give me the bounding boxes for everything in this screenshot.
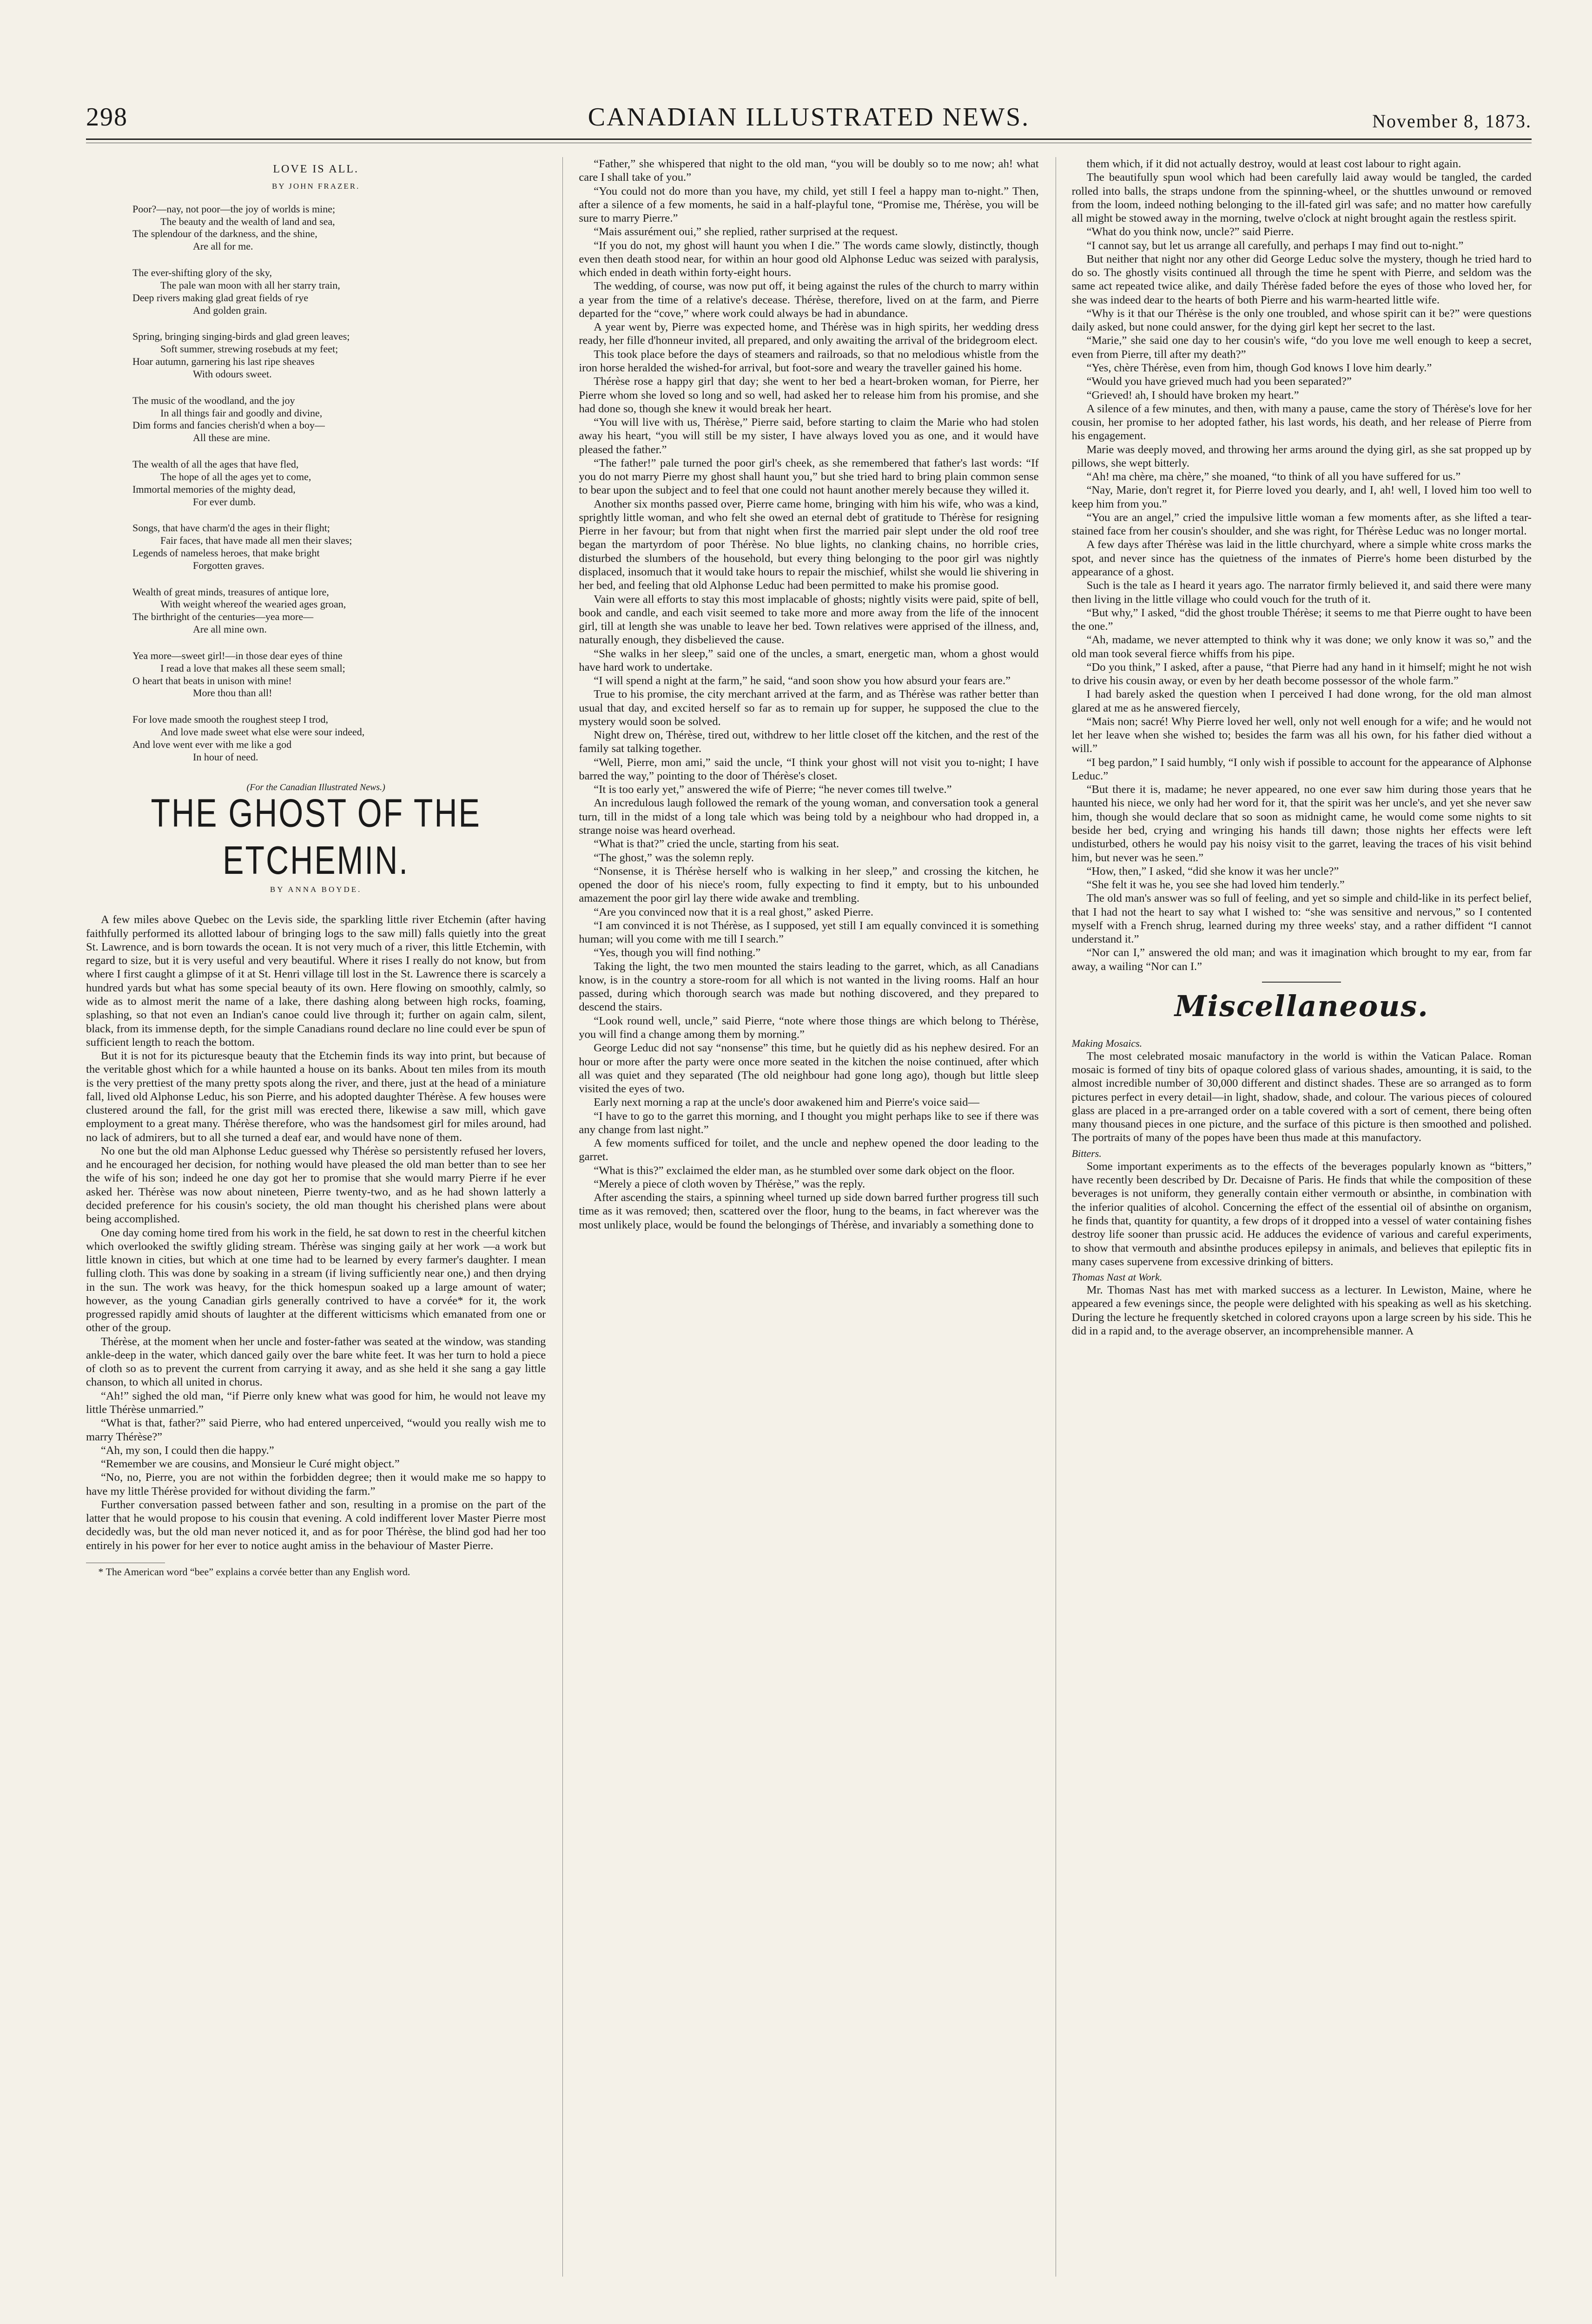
poem-line: In hour of need. (193, 751, 258, 763)
story-source-note: (For the Canadian Illustrated News.) (246, 782, 385, 792)
poem-line: Legends of nameless heroes, that make bright (132, 547, 320, 559)
story-paragraph: The wedding, of course, was now put off, it being against the rules of the church to marry within a year from the time of a relative's decease. Thérèse, therefore, lived on at the farm, and Pierre departed for the “cove,” where work could always be had in abundance. (579, 280, 1039, 320)
story-paragraph: Such is the tale as I heard it years ago. The narrator firmly believed it, and said there were many then living in the little village who could vouch for the truth of it. (1071, 579, 1532, 606)
story-paragraph: “Yes, chère Thérèse, even from him, though God knows I love him dearly.” (1086, 361, 1432, 374)
poem-stanza (86, 650, 546, 700)
story-paragraph: This took place before the days of steamers and railroads, so that no melodious whistle from the iron horse heralded the wished-for arrival, but foot-sore and weary the traveller gained his home. (579, 348, 1039, 374)
story-paragraph: Taking the light, the two men mounted the stairs leading to the garret, which, as all Canadians know, is in the country a store-room for all which is not wanted in the living rooms. Half an hour passed, during which thorough search was made but nothing discovered, and they prepared to descend the stairs. (579, 960, 1039, 1014)
story-paragraph: “You are an angel,” cried the impulsive little woman a few moments after, as she lifted a tear-stained face from her cousin's shoulder, and she was right, for Thérèse Leduc was no longer mortal. (1071, 511, 1532, 538)
story-title: THE GHOST OF THE ETCHEMIN. (151, 791, 481, 883)
story-paragraph: “But why,” I asked, “did the ghost trouble Thérèse; it seems to me that Pierre ought to have been the one.” (1071, 606, 1532, 633)
poem-line: With odours sweet. (193, 368, 272, 380)
story-paragraph: “I cannot say, but let us arrange all carefully, and perhaps I may find out to-night.” (1086, 239, 1464, 252)
story-paragraph: Further conversation passed between father and son, resulting in a promise on the part of the latter that he would propose to his cousin that evening. A cold indifferent lover Master Pierre most decidedly was, but the old man never noticed it, and as for poor Thérèse, the blind god had her too entirely in his power for her ever to notice aught amiss in the behaviour of Master Pierre. (86, 1498, 546, 1552)
poem-author: BY JOHN FRAZER. (271, 181, 360, 191)
story-paragraph: “Merely a piece of cloth woven by Thérèse,” was the reply. (594, 1177, 865, 1190)
poem-line: In all things fair and goodly and divine, (160, 407, 323, 419)
poem-line: The wealth of all the ages that have fled, (132, 458, 299, 470)
misc-rule (1262, 982, 1341, 983)
miscellaneous-items (1072, 1037, 1532, 1338)
poem-line: O heart that beats in unison with mine! (132, 674, 292, 687)
poem-line: Deep rivers making glad great fields of rye (132, 291, 309, 304)
poem-line: Wealth of great minds, treasures of antique lore, (132, 586, 329, 598)
story-paragraph: “I will spend a night at the farm,” he said, “and soon show you how absurd your fears are.” (594, 674, 1011, 687)
poem-stanza (86, 522, 546, 572)
story-paragraph: Marie was deeply moved, and throwing her arms around the dying girl, as she sat propped up by pillows, she wept bitterly. (1071, 443, 1532, 469)
story-author: BY ANNA BOYDE. (270, 885, 362, 894)
poem-stanza (86, 713, 546, 763)
poem-stanza (86, 267, 546, 317)
story-paragraph: “She walks in her sleep,” said one of the uncles, a smart, energetic man, whom a ghost would have hard work to undertake. (579, 647, 1039, 673)
story-paragraph: The old man's answer was so full of feeling, and yet so simple and child-like in its perfect belief, that I had not the heart to say what I wished to: “she was sensitive and nervous,” so I contented myself with a French shrug, learned during my three weeks' stay, and a rather diffident “I cannot understand it.” (1071, 892, 1532, 946)
story-paragraph: “Mais assurément oui,” she replied, rather surprised at the request. (594, 225, 898, 238)
misc-item-title: Bitters. (1071, 1147, 1102, 1159)
poem-line: More thou than all! (193, 687, 272, 699)
header-rule (86, 139, 1532, 143)
story-paragraph: “No, no, Pierre, you are not within the forbidden degree; then it would make me so happy to have my little Thérèse provided for without dividing the farm.” (86, 1471, 546, 1498)
masthead (86, 93, 1532, 139)
story-paragraph: “Well, Pierre, mon ami,” said the uncle, “I think your ghost will not visit you to-night; I have barred the way,” pointing to the door of Thérèse's closet. (579, 756, 1039, 782)
story-paragraph: “Ah! ma chère, ma chère,” she moaned, “to think of all you have suffered for us.” (1086, 470, 1461, 483)
story-paragraph: But neither that night nor any other did George Leduc solve the mystery, though he tried hard to do so. The ghostly visits continued all through the time he spent with Pierre, and seldom was the same act repeated twice alike, and daily Thérèse faded before the eyes of those who loved her, for she was indeed dear to the hearts of both Pierre and his warm-hearted little wife. (1071, 252, 1532, 306)
story-paragraph: “What is that, father?” said Pierre, who had entered unperceived, “would you really wish me to marry Thérèse?” (86, 1417, 546, 1443)
story-paragraph: But it is not for its picturesque beauty that the Etchemin finds its way into print, but because of the veritable ghost which for a while haunted a house on its banks. About ten miles from its mouth is the very prettiest of the many pretty spots along the river, and there, just at the head of a miniature fall, lived old Alphonse Leduc, his son Pierre, and his adopted daughter Thérèse. A few houses were clustered around the fall, for the grist mill was erected there, likewise a saw mill, which gave employment to a great many. Thérèse therefore, who was the handsomest girl for miles around, had no lack of admirers, but to all she turned a deaf ear, and would have none of them. (86, 1050, 546, 1144)
poem-line: The music of the woodland, and the joy (132, 394, 295, 406)
story-paragraph: “Look round well, uncle,” said Pierre, “note where those things are which belong to Thérèse, you will find a change among them by morning.” (579, 1014, 1039, 1041)
poem-line: And golden grain. (193, 304, 267, 316)
poem-line: And love made sweet what else were sour indeed, (160, 726, 365, 738)
story-paragraph: A few moments sufficed for toilet, and the uncle and nephew opened the door leading to the garret. (579, 1137, 1039, 1163)
poem-stanza (86, 330, 546, 380)
column-3 (1056, 157, 1532, 2277)
miscellaneous-heading: Miscellaneous. (1174, 989, 1429, 1023)
poem-stanza (86, 458, 546, 508)
page-number: 298 (86, 103, 128, 132)
story-paragraph: “What is this?” exclaimed the elder man, as he stumbled over some dark object on the floor. (594, 1164, 1015, 1177)
publication-title: CANADIAN ILLUSTRATED NEWS. (588, 103, 1030, 132)
poem-line: For ever dumb. (193, 495, 256, 508)
poem-line: The hope of all the ages yet to come, (160, 470, 311, 482)
story-paragraph: A silence of a few minutes, and then, with many a pause, came the story of Thérèse's love for her cousin, her promise to her adopted father, his last words, his death, and her release of Pierre from his engagement. (1071, 402, 1532, 442)
column-2 (562, 157, 1038, 2277)
story-paragraph: An incredulous laugh followed the remark of the young woman, and conversation took a general turn, till in the midst of a long tale which was being told by a neighbour who had dropped in, a strange noise was heard overhead. (579, 797, 1039, 837)
misc-item-text: Some important experiments as to the effects of the beverages popularly known as “bitters,” have recently been described by Dr. Decaisne of Paris. He finds that while the composition of these beverages is not uniform, they generally contain either vermouth or absinthe, in combination with the inferior qualities of alcohol. Concerning the effect of the essential oil of absinthe on organism, he finds that, quantity for quantity, a few drops of it dropped into a vessel of water containing fishes destroy life sooner than prussic acid. He adduces the evidence of various and careful experiments, to show that vermouth and absinthe produces epilepsy in animals, and believes that epileptic fits in many cases supervene from excessive drinking of bitters. (1071, 1160, 1532, 1268)
story-paragraph: Night drew on, Thérèse, tired out, withdrew to her little closet off the kitchen, and the rest of the family sat talking together. (579, 729, 1039, 755)
poem-stanza (86, 586, 546, 636)
poem-line: Spring, bringing singing-birds and glad green leaves; (132, 330, 350, 343)
misc-item-text: Mr. Thomas Nast has met with marked success as a lecturer. In Lewiston, Maine, where he appeared a few evenings since, the people were delighted with his speaking as well as his sketching. During the lecture he frequently sketched in colored crayons upon a large screen by his side. This he did in a rapid and, to the average observer, an incomprehensible manner. A (1071, 1284, 1532, 1337)
misc-item-title: Thomas Nast at Work. (1071, 1271, 1163, 1283)
story-paragraph: “Yes, though you will find nothing.” (594, 946, 761, 959)
story-paragraph: After ascending the stairs, a spinning wheel turned up side down barred further progress till such time as it was removed; then, scattered over the floor, hung to the beams, in fact wherever was the most unlikely place, would be found the belongings of Thérèse, and invariably a something done to (579, 1191, 1039, 1231)
misc-item-text: The most celebrated mosaic manufactory in the world is within the Vatican Palace. Roman mosaic is formed of tiny bits of opaque colored glass of various shades, amounting, it is said, to the almost incredible number of 30,000 different and distinct shades. These are so arranged as to form pictures perfect in every detail—in light, shadow, shade, and colour. The various pieces of coloured glass are placed in a pre-arranged order on a table covered with a sort of cement, there being often many thousand pieces in one picture, and the surface of this picture is then smoothed and polished. The portraits of many of the popes have been thus made at this manufactory. (1071, 1050, 1532, 1144)
story-paragraph: One day coming home tired from his work in the field, he sat down to rest in the cheerful kitchen which overlooked the swiftly gliding stream. Thérèse was singing gaily at her work —a work but little known in cities, but which at one time had to be learned by every farmer's daughter. I mean fulling cloth. This was done by soaking in a stream (if living sufficiently near one,) and then drying in the sun. The work was heavy, for the thick homespun soaked up a large amount of water; however, as the young Canadian girls generally contrived to have a corvée* for it, the work progressed rapidly amid shouts of laughter at the different witticisms which emanated from one or other of the group. (86, 1226, 546, 1334)
story-paragraph: “I beg pardon,” I said humbly, “I only wish if possible to account for the appearance of Alphonse Leduc.” (1071, 756, 1532, 782)
story-paragraph: Thérèse rose a happy girl that day; she went to her bed a heart-broken woman, for Pierre, her Pierre whom she loved so long and so well, had asked her to release him from his promise, and she had done so, though she knew it would break her heart. (579, 375, 1039, 415)
story-paragraph: “Ah, my son, I could then die happy.” (100, 1444, 274, 1457)
story-paragraph: “Grieved! ah, I should have broken my heart.” (1086, 389, 1299, 402)
poem-title: LOVE IS ALL. (273, 163, 359, 175)
poem-line: I read a love that makes all these seem small; (160, 662, 345, 674)
story-paragraph: “It is too early yet,” answered the wife of Pierre; “he never comes till twelve.” (594, 783, 952, 796)
poem-stanza (86, 203, 546, 253)
story-paragraph: “The father!” pale turned the poor girl's cheek, as she remembered that father's last words: “If you do not marry Pierre my ghost shall haunt you,” but she tried hard to bring plain common sense to bear upon the subject and to feel that one could not haunt another merely because they willed it. (579, 456, 1039, 497)
poem-line: Dim forms and fancies cherish'd when a boy— (132, 419, 325, 431)
story-paragraph: “Remember we are cousins, and Monsieur le Curé might object.” (100, 1458, 400, 1471)
poem-line: The splendour of the darkness, and the shine, (132, 228, 317, 240)
issue-date: November 8, 1873. (1372, 111, 1532, 132)
misc-item-title: Making Mosaics. (1071, 1037, 1143, 1049)
story-paragraph: I had barely asked the question when I perceived I had done wrong, for the old man almost glared at me as he answered fiercely, (1071, 688, 1532, 714)
story-paragraph: True to his promise, the city merchant arrived at the farm, and as Thérèse was rather better than usual that day, and excited herself so far as to remain up for supper, he supposed the clue to the mystery would soon be solved. (579, 688, 1039, 728)
poem-line: Are all mine own. (193, 623, 267, 635)
story-paragraph: “Nay, Marie, don't regret it, for Pierre loved you dearly, and I, ah! well, I loved him too well to keep him from you.” (1071, 484, 1532, 510)
story-text-col1 (86, 913, 546, 1552)
poem-line: Yea more—sweet girl!—in those dear eyes of thine (132, 649, 343, 661)
poem-line: The pale wan moon with all her starry train, (160, 279, 340, 291)
story-paragraph: “If you do not, my ghost will haunt you when I die.” The words came slowly, distinctly, though even then death stood near, for within an hour good old Alphonse Leduc was seized with paralysis, which ended in death within forty-eight hours. (579, 239, 1039, 279)
poem-line: Forgotten graves. (193, 559, 264, 571)
story-paragraph: “Are you convinced now that it is a real ghost,” asked Pierre. (594, 905, 873, 918)
poem-line: For love made smooth the roughest steep I trod, (132, 713, 328, 726)
story-paragraph: “I am convinced it is not Thérèse, as I supposed, yet still I am equally convinced it is something human; will you come with me till I search.” (579, 919, 1039, 946)
poem-line: The birthright of the centuries—yea more— (132, 611, 314, 623)
story-paragraph: “Would you have grieved much had you been separated?” (1086, 375, 1352, 388)
poem-line: And love went ever with me like a god (132, 738, 292, 750)
story-text-col3 (1072, 157, 1532, 973)
story-paragraph: The beautifully spun wool which had been carefully laid away would be tangled, the carded rolled into balls, the straps undone from the spinning-wheel, or the shuttles unwound or removed from the loom, indeed nothing belonging to the ill-fated girl was safe; and no matter how carefully all might be stowed away in the morning, twelve o'clock at night brought again the restless spirit. (1071, 171, 1532, 225)
poem-line: Hoar autumn, garnering his last ripe sheaves (132, 356, 315, 368)
story-paragraph: “Marie,” she said one day to her cousin's wife, “do you love me well enough to keep a secret, even from Pierre, till after my death?” (1071, 334, 1532, 361)
poem-line: All these are mine. (193, 432, 271, 444)
story-paragraph: “Why is it that our Thérèse is the only one troubled, and whose spirit can it be?” were questions daily asked, but none could answer, for the dying girl kept her secret to the last. (1071, 307, 1532, 334)
poem-line: The beauty and the wealth of land and sea, (160, 215, 335, 227)
poem-line: With weight whereof the wearied ages groan, (160, 598, 346, 610)
story-text-col2 (579, 157, 1038, 1232)
story-paragraph: “You could not do more than you have, my child, yet still I feel a happy man to-night.” Then, after a silence of a few moments, he said in a half-playful tone, “Promise me, Thérèse, you will be sure to marry Pierre.” (579, 185, 1039, 225)
column-1 (86, 157, 546, 2277)
story-paragraph: “Mais non; sacré! Why Pierre loved her well, only not well enough for a wife; and he would not let her leave when she wished to; besides the farm was all his own, for his father died without a will.” (1071, 715, 1532, 755)
story-paragraph: Vain were all efforts to stay this most implacable of ghosts; nightly visits were paid, spite of bell, book and candle, and each visit seemed to take more and more away from the life of the innocent girl, till at length she was unable to leave her bed. Town relatives were apprised of the illness, and, naturally enough, they disbelieved the cause. (579, 593, 1039, 647)
poem-line: Poor?—nay, not poor—the joy of worlds is mine; (132, 203, 336, 215)
story-paragraph: “Do you think,” I asked, after a pause, “that Pierre had any hand in it himself; might he not wish to drive his cousin away, or even by her death become possessor of the whole farm.” (1071, 660, 1532, 687)
poem-line: The ever-shifting glory of the sky, (132, 267, 272, 279)
footnote: * The American word “bee” explains a corvée better than any English word. (98, 1565, 410, 1578)
story-paragraph: “Ah!” sighed the old man, “if Pierre only knew what was good for him, he would not leave my little Thérèse unmarried.” (86, 1389, 546, 1416)
story-paragraph: “The ghost,” was the solemn reply. (594, 851, 754, 864)
poem-line: Immortal memories of the mighty dead, (132, 483, 296, 495)
story-paragraph: “Ah, madame, we never attempted to think why it was done; we only know it was so,” and the old man took several fierce whiffs from his pipe. (1071, 634, 1532, 660)
story-paragraph: “She felt it was he, you see she had loved him tenderly.” (1086, 878, 1345, 891)
story-paragraph: “What do you think now, uncle?” said Pierre. (1086, 225, 1294, 238)
story-paragraph: “Father,” she whispered that night to the old man, “you will be doubly so to me now; ah! what care I shall take of you.” (579, 158, 1039, 184)
story-paragraph: “I have to go to the garret this morning, and I thought you might perhaps like to see if there was any change from last night.” (579, 1109, 1039, 1136)
poem-line: Are all for me. (193, 240, 253, 252)
story-paragraph: A few days after Thérèse was laid in the little churchyard, where a simple white cross marks the spot, and never since has the quietness of the inmates of Pierre's home been disturbed by the appearance of a ghost. (1071, 538, 1532, 578)
story-paragraph: No one but the old man Alphonse Leduc guessed why Thérèse so persistently refused her lovers, and he encouraged her decision, for nothing would have pleased the old man better than to see her the wife of his son; indeed he one day got her to promise that she would marry Pierre if he ever asked her. Thérèse was now about nineteen, Pierre twenty-two, and as he had shown latterly a decided preference for his cousin's society, the old man thought his cherished plans were about being accomplished. (86, 1144, 546, 1226)
story-paragraph: “Nor can I,” answered the old man; and was it imagination which brought to my ear, from far away, a wailing “Nor can I.” (1071, 946, 1532, 973)
story-paragraph: A year went by, Pierre was expected home, and Thérèse was in high spirits, her wedding dress ready, her fille d'honneur invited, all prepared, and only awaiting the arrival of the bridegroom elect. (579, 321, 1039, 347)
story-paragraph: Early next morning a rap at the uncle's door awakened him and Pierre's voice said— (594, 1096, 980, 1109)
story-paragraph: them which, if it did not actually destroy, would at least cost labour to right again. (1086, 158, 1461, 170)
story-paragraph: “But there it is, madame; he never appeared, no one ever saw him during those years that he haunted his niece, we only had her word for it, that the spirit was her uncle's, and yet she never saw him, though she would declare that so soon as midnight came, he would come some nights to sit beside her bed, crying and wringing his hands till dawn; those nights her effects were left undisturbed, others he would pay his noisy visit to the garret, leaving the traces of his visit behind him, but never was he seen.” (1071, 783, 1532, 864)
story-paragraph: A few miles above Quebec on the Levis side, the sparkling little river Etchemin (after having faithfully performed its allotted labour of bringing logs to the saw mill) falls quietly into the great St. Lawrence, and is born towards the ocean. It is not very much of a river, this little Etchemin, with regard to size, but it is very useful and very beautiful. Where it rises I really do not know, but from where I first caught a glimpse of it at St. Henri village till lost in the St. Lawrence there is scarcely a hundred yards but what has some special beauty of its own. Here flowing on smoothly, calmly, so wide as to almost merit the name of a lake, there dashing along between high rocks, foaming, splashing, so that not even an Indian's canoe could live through it; further on again calm, silent, black, from its immense depth, for the simple Canadians round declare no line could ever be spun of sufficient length to reach the bottom. (86, 913, 546, 1049)
poem-stanza (86, 395, 546, 444)
story-paragraph: “How, then,” I asked, “did she know it was her uncle?” (1086, 865, 1339, 878)
poem-line: Songs, that have charm'd the ages in their flight; (132, 522, 330, 534)
poem-body (86, 203, 546, 764)
story-paragraph: George Leduc did not say “nonsense” this time, but he quietly did as his nephew desired. For an hour or more after the party were once more seated in the kitchen the noise continued, after which all was quiet and they separated (The old neighbour had gone long ago), though but little sleep visited the eyes of two. (579, 1042, 1039, 1096)
story-paragraph: “Nonsense, it is Thérèse herself who is walking in her sleep,” and crossing the kitchen, he opened the door of his niece's room, fully expecting to find it empty, but to his unbounded amazement the poor girl lay there wide awake and trembling. (579, 865, 1039, 905)
poem-line: Soft summer, strewing rosebuds at my feet; (160, 343, 338, 355)
story-paragraph: Another six months passed over, Pierre came home, bringing with him his wife, who was a kind, sprightly little woman, and who felt she owed an eternal debt of gratitude to Thérèse for resigning Pierre in her favour; but from that night when first the married pair slept under the old roof tree began the martyrdom of poor Thérèse. No blue lights, no clanking chains, no horrible cries, disturbed the slumbers of the household, but every thing belonging to the poor girl was nightly displaced, insomuch that it would take hours to repair the mischief, whilst she would lie shivering in her bed, and feeling that old Alphonse Leduc had been permitted to make his promise good. (579, 497, 1039, 592)
story-paragraph: Thérèse, at the moment when her uncle and foster-father was seated at the window, was standing ankle-deep in the water, which danced gaily over the bare white feet. It was her turn to hold a piece of cloth so as to prevent the current from carrying it away, and as she held it she sang a gay little chanson, to which all united in chorus. (86, 1335, 546, 1389)
story-paragraph: “You will live with us, Thérèse,” Pierre said, before starting to claim the Marie who had stolen away his heart, “you will still be my sister, I have always loved you as one, and it would have pleased the father.” (579, 416, 1039, 456)
poem-line: Fair faces, that have made all men their slaves; (160, 535, 352, 547)
story-paragraph: “What is that?” cried the uncle, starting from his seat. (594, 838, 839, 851)
